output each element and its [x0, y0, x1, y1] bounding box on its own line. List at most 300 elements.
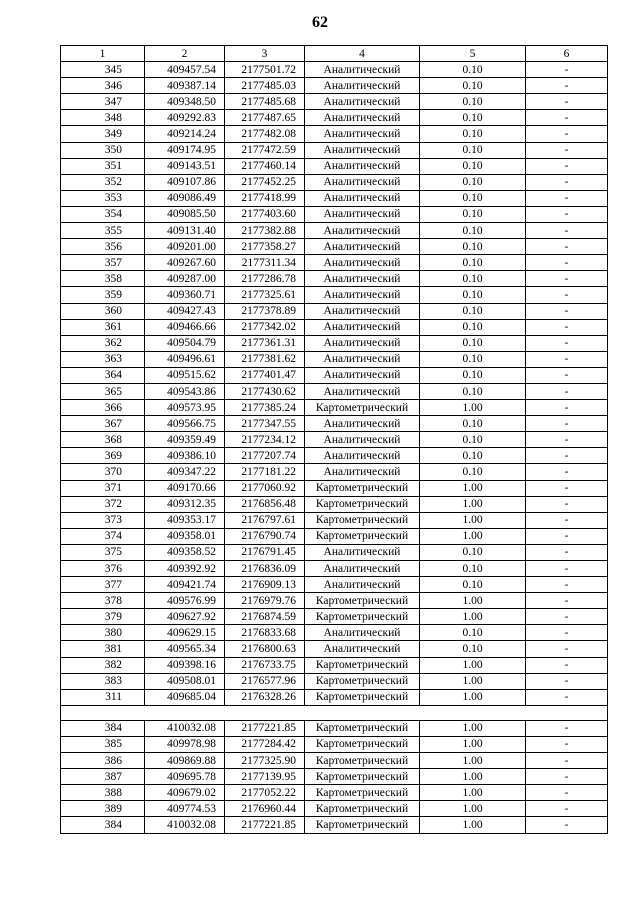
y-coordinate-cell: 2177325.90 [225, 753, 305, 769]
note-cell: - [526, 239, 608, 255]
table-row [61, 432, 608, 448]
note-cell: - [526, 383, 608, 399]
method-cell: Аналитический [305, 174, 420, 190]
x-coordinate-cell: 409358.01 [145, 528, 225, 544]
x-coordinate-cell: 409427.43 [145, 303, 225, 319]
method-cell: Аналитический [305, 335, 420, 351]
point-number-cell: 371 [61, 480, 145, 496]
table-row [61, 512, 608, 528]
note-cell: - [526, 689, 608, 705]
x-coordinate-cell: 409170.66 [145, 480, 225, 496]
accuracy-cell: 1.00 [420, 528, 526, 544]
point-number-cell: 381 [61, 641, 145, 657]
point-number-cell: 346 [61, 78, 145, 94]
accuracy-cell: 0.10 [420, 206, 526, 222]
accuracy-cell: 0.10 [420, 126, 526, 142]
y-coordinate-cell: 2176733.75 [225, 657, 305, 673]
method-cell: Аналитический [305, 126, 420, 142]
method-cell: Картометрический [305, 736, 420, 752]
point-number-cell: 384 [61, 720, 145, 736]
point-number-cell: 360 [61, 303, 145, 319]
point-number-cell: 366 [61, 400, 145, 416]
x-coordinate-cell: 409174.95 [145, 142, 225, 158]
note-cell: - [526, 753, 608, 769]
point-number-cell: 379 [61, 609, 145, 625]
x-coordinate-cell: 409347.22 [145, 464, 225, 480]
x-coordinate-cell: 409496.61 [145, 351, 225, 367]
note-cell: - [526, 769, 608, 785]
x-coordinate-cell: 409774.53 [145, 801, 225, 817]
x-coordinate-cell: 409131.40 [145, 223, 225, 239]
x-coordinate-cell: 409398.16 [145, 657, 225, 673]
note-cell: - [526, 287, 608, 303]
table-row [61, 239, 608, 255]
accuracy-cell: 0.10 [420, 190, 526, 206]
accuracy-cell: 1.00 [420, 753, 526, 769]
header-cell-6: 6 [526, 46, 608, 62]
x-coordinate-cell: 409685.04 [145, 689, 225, 705]
point-number-cell: 383 [61, 673, 145, 689]
x-coordinate-cell: 409392.92 [145, 561, 225, 577]
y-coordinate-cell: 2176790.74 [225, 528, 305, 544]
point-number-cell: 354 [61, 206, 145, 222]
method-cell: Аналитический [305, 271, 420, 287]
accuracy-cell: 1.00 [420, 673, 526, 689]
note-cell: - [526, 673, 608, 689]
point-number-cell: 355 [61, 223, 145, 239]
y-coordinate-cell: 2177358.27 [225, 239, 305, 255]
accuracy-cell: 0.10 [420, 416, 526, 432]
point-number-cell: 357 [61, 255, 145, 271]
method-cell: Аналитический [305, 287, 420, 303]
x-coordinate-cell: 409457.54 [145, 62, 225, 78]
table-row [61, 416, 608, 432]
note-cell: - [526, 448, 608, 464]
accuracy-cell: 0.10 [420, 94, 526, 110]
point-number-cell: 356 [61, 239, 145, 255]
x-coordinate-cell: 409287.00 [145, 271, 225, 287]
table-row [61, 142, 608, 158]
table-row [61, 223, 608, 239]
y-coordinate-cell: 2177311.34 [225, 255, 305, 271]
x-coordinate-cell: 409086.49 [145, 190, 225, 206]
method-cell: Картометрический [305, 689, 420, 705]
point-number-cell: 349 [61, 126, 145, 142]
y-coordinate-cell: 2177485.68 [225, 94, 305, 110]
accuracy-cell: 0.10 [420, 544, 526, 560]
accuracy-cell: 1.00 [420, 736, 526, 752]
x-coordinate-cell: 409359.49 [145, 432, 225, 448]
accuracy-cell: 0.10 [420, 383, 526, 399]
point-number-cell: 385 [61, 736, 145, 752]
table-row [61, 158, 608, 174]
point-number-cell: 368 [61, 432, 145, 448]
table-row [61, 367, 608, 383]
y-coordinate-cell: 2176836.09 [225, 561, 305, 577]
note-cell: - [526, 544, 608, 560]
y-coordinate-cell: 2177418.99 [225, 190, 305, 206]
note-cell: - [526, 736, 608, 752]
x-coordinate-cell: 409565.34 [145, 641, 225, 657]
x-coordinate-cell: 409695.78 [145, 769, 225, 785]
note-cell: - [526, 593, 608, 609]
method-cell: Картометрический [305, 753, 420, 769]
y-coordinate-cell: 2177181.22 [225, 464, 305, 480]
note-cell: - [526, 126, 608, 142]
method-cell: Картометрический [305, 512, 420, 528]
table-row [61, 448, 608, 464]
note-cell: - [526, 609, 608, 625]
point-number-cell: 389 [61, 801, 145, 817]
point-number-cell: 367 [61, 416, 145, 432]
point-number-cell: 362 [61, 335, 145, 351]
point-number-cell: 311 [61, 689, 145, 705]
table-row [61, 817, 608, 833]
x-coordinate-cell: 409679.02 [145, 785, 225, 801]
method-cell: Картометрический [305, 480, 420, 496]
accuracy-cell: 0.10 [420, 255, 526, 271]
method-cell: Картометрический [305, 769, 420, 785]
method-cell: Аналитический [305, 351, 420, 367]
table-row [61, 319, 608, 335]
accuracy-cell: 0.10 [420, 351, 526, 367]
x-coordinate-cell: 409576.99 [145, 593, 225, 609]
accuracy-cell: 0.10 [420, 448, 526, 464]
table-row [61, 351, 608, 367]
point-number-cell: 380 [61, 625, 145, 641]
table-row [61, 190, 608, 206]
accuracy-cell: 0.10 [420, 239, 526, 255]
table-row [61, 480, 608, 496]
point-number-cell: 364 [61, 367, 145, 383]
accuracy-cell: 1.00 [420, 480, 526, 496]
method-cell: Картометрический [305, 609, 420, 625]
table-row [61, 528, 608, 544]
method-cell: Картометрический [305, 817, 420, 833]
x-coordinate-cell: 409312.35 [145, 496, 225, 512]
point-number-cell: 382 [61, 657, 145, 673]
accuracy-cell: 0.10 [420, 223, 526, 239]
y-coordinate-cell: 2177342.02 [225, 319, 305, 335]
point-number-cell: 384 [61, 817, 145, 833]
method-cell: Аналитический [305, 448, 420, 464]
x-coordinate-cell: 409292.83 [145, 110, 225, 126]
y-coordinate-cell: 2177139.95 [225, 769, 305, 785]
accuracy-cell: 1.00 [420, 801, 526, 817]
note-cell: - [526, 480, 608, 496]
accuracy-cell: 1.00 [420, 512, 526, 528]
accuracy-cell: 0.10 [420, 432, 526, 448]
y-coordinate-cell: 2176800.63 [225, 641, 305, 657]
note-cell: - [526, 432, 608, 448]
note-cell: - [526, 303, 608, 319]
y-coordinate-cell: 2176577.96 [225, 673, 305, 689]
method-cell: Аналитический [305, 158, 420, 174]
table-row [61, 801, 608, 817]
table-row [61, 400, 608, 416]
point-number-cell: 388 [61, 785, 145, 801]
header-cell-1: 1 [61, 46, 145, 62]
note-cell: - [526, 785, 608, 801]
method-cell: Картометрический [305, 673, 420, 689]
method-cell: Картометрический [305, 785, 420, 801]
method-cell: Картометрический [305, 720, 420, 736]
y-coordinate-cell: 2177382.88 [225, 223, 305, 239]
note-cell: - [526, 174, 608, 190]
note-cell: - [526, 255, 608, 271]
table-row [61, 561, 608, 577]
note-cell: - [526, 416, 608, 432]
x-coordinate-cell: 409573.95 [145, 400, 225, 416]
note-cell: - [526, 94, 608, 110]
note-cell: - [526, 561, 608, 577]
x-coordinate-cell: 409421.74 [145, 577, 225, 593]
method-cell: Аналитический [305, 94, 420, 110]
x-coordinate-cell: 409348.50 [145, 94, 225, 110]
table-row [61, 496, 608, 512]
method-cell: Аналитический [305, 319, 420, 335]
method-cell: Аналитический [305, 190, 420, 206]
method-cell: Аналитический [305, 641, 420, 657]
note-cell: - [526, 335, 608, 351]
method-cell: Аналитический [305, 206, 420, 222]
note-cell: - [526, 78, 608, 94]
accuracy-cell: 0.10 [420, 561, 526, 577]
point-number-cell: 353 [61, 190, 145, 206]
y-coordinate-cell: 2176909.13 [225, 577, 305, 593]
method-cell: Аналитический [305, 62, 420, 78]
method-cell: Аналитический [305, 416, 420, 432]
note-cell: - [526, 400, 608, 416]
method-cell: Аналитический [305, 577, 420, 593]
accuracy-cell: 0.10 [420, 641, 526, 657]
point-number-cell: 372 [61, 496, 145, 512]
point-number-cell: 374 [61, 528, 145, 544]
point-number-cell: 373 [61, 512, 145, 528]
table-row [61, 785, 608, 801]
point-number-cell: 363 [61, 351, 145, 367]
note-cell: - [526, 271, 608, 287]
table-row [61, 62, 608, 78]
note-cell: - [526, 62, 608, 78]
x-coordinate-cell: 409627.92 [145, 609, 225, 625]
y-coordinate-cell: 2177403.60 [225, 206, 305, 222]
y-coordinate-cell: 2176791.45 [225, 544, 305, 560]
x-coordinate-cell: 409566.75 [145, 416, 225, 432]
point-number-cell: 370 [61, 464, 145, 480]
table-row [61, 641, 608, 657]
y-coordinate-cell: 2176797.61 [225, 512, 305, 528]
header-cell-4: 4 [305, 46, 420, 62]
accuracy-cell: 1.00 [420, 769, 526, 785]
method-cell: Аналитический [305, 367, 420, 383]
point-number-cell: 345 [61, 62, 145, 78]
x-coordinate-cell: 409543.86 [145, 383, 225, 399]
accuracy-cell: 1.00 [420, 496, 526, 512]
y-coordinate-cell: 2176833.68 [225, 625, 305, 641]
method-cell: Картометрический [305, 400, 420, 416]
method-cell: Аналитический [305, 223, 420, 239]
method-cell: Аналитический [305, 464, 420, 480]
y-coordinate-cell: 2177487.65 [225, 110, 305, 126]
header-row [61, 46, 608, 62]
header-cell-3: 3 [225, 46, 305, 62]
x-coordinate-cell: 409358.52 [145, 544, 225, 560]
accuracy-cell: 0.10 [420, 78, 526, 94]
method-cell: Аналитический [305, 383, 420, 399]
table-row [61, 609, 608, 625]
y-coordinate-cell: 2177385.24 [225, 400, 305, 416]
x-coordinate-cell: 409978.98 [145, 736, 225, 752]
y-coordinate-cell: 2177234.12 [225, 432, 305, 448]
x-coordinate-cell: 409504.79 [145, 335, 225, 351]
method-cell: Аналитический [305, 142, 420, 158]
point-number-cell: 377 [61, 577, 145, 593]
note-cell: - [526, 367, 608, 383]
method-cell: Аналитический [305, 239, 420, 255]
table-row [61, 110, 608, 126]
accuracy-cell: 0.10 [420, 625, 526, 641]
note-cell: - [526, 496, 608, 512]
x-coordinate-cell: 409466.66 [145, 319, 225, 335]
method-cell: Картометрический [305, 593, 420, 609]
method-cell: Картометрический [305, 528, 420, 544]
point-number-cell: 376 [61, 561, 145, 577]
accuracy-cell: 1.00 [420, 657, 526, 673]
table-row [61, 657, 608, 673]
method-cell: Аналитический [305, 561, 420, 577]
note-cell: - [526, 577, 608, 593]
x-coordinate-cell: 409386.10 [145, 448, 225, 464]
y-coordinate-cell: 2176979.76 [225, 593, 305, 609]
y-coordinate-cell: 2177401.47 [225, 367, 305, 383]
y-coordinate-cell: 2177221.85 [225, 817, 305, 833]
note-cell: - [526, 206, 608, 222]
y-coordinate-cell: 2177221.85 [225, 720, 305, 736]
accuracy-cell: 1.00 [420, 720, 526, 736]
accuracy-cell: 0.10 [420, 110, 526, 126]
point-number-cell: 359 [61, 287, 145, 303]
accuracy-cell: 1.00 [420, 609, 526, 625]
accuracy-cell: 1.00 [420, 785, 526, 801]
x-coordinate-cell: 409107.86 [145, 174, 225, 190]
note-cell: - [526, 657, 608, 673]
table-body [61, 62, 608, 833]
note-cell: - [526, 528, 608, 544]
table-row [61, 673, 608, 689]
table-row [61, 720, 608, 736]
y-coordinate-cell: 2177485.03 [225, 78, 305, 94]
accuracy-cell: 1.00 [420, 593, 526, 609]
table-row [61, 383, 608, 399]
x-coordinate-cell: 409869.88 [145, 753, 225, 769]
table-row [61, 126, 608, 142]
method-cell: Картометрический [305, 496, 420, 512]
y-coordinate-cell: 2177325.61 [225, 287, 305, 303]
accuracy-cell: 0.10 [420, 158, 526, 174]
y-coordinate-cell: 2177347.55 [225, 416, 305, 432]
note-cell: - [526, 817, 608, 833]
method-cell: Картометрический [305, 801, 420, 817]
y-coordinate-cell: 2177472.59 [225, 142, 305, 158]
y-coordinate-cell: 2177482.08 [225, 126, 305, 142]
method-cell: Картометрический [305, 657, 420, 673]
note-cell: - [526, 319, 608, 335]
y-coordinate-cell: 2177207.74 [225, 448, 305, 464]
note-cell: - [526, 158, 608, 174]
table-row [61, 544, 608, 560]
accuracy-cell: 0.10 [420, 319, 526, 335]
x-coordinate-cell: 409515.62 [145, 367, 225, 383]
y-coordinate-cell: 2177361.31 [225, 335, 305, 351]
note-cell: - [526, 625, 608, 641]
note-cell: - [526, 190, 608, 206]
table-row [61, 593, 608, 609]
point-number-cell: 378 [61, 593, 145, 609]
x-coordinate-cell: 409353.17 [145, 512, 225, 528]
note-cell: - [526, 641, 608, 657]
x-coordinate-cell: 409360.71 [145, 287, 225, 303]
y-coordinate-cell: 2177052.22 [225, 785, 305, 801]
accuracy-cell: 0.10 [420, 335, 526, 351]
x-coordinate-cell: 409201.00 [145, 239, 225, 255]
table-row [61, 769, 608, 785]
method-cell: Аналитический [305, 255, 420, 271]
method-cell: Аналитический [305, 625, 420, 641]
point-number-cell: 386 [61, 753, 145, 769]
point-number-cell: 352 [61, 174, 145, 190]
table-row [61, 174, 608, 190]
y-coordinate-cell: 2177460.14 [225, 158, 305, 174]
accuracy-cell: 0.10 [420, 287, 526, 303]
table-row [61, 335, 608, 351]
table-row [61, 94, 608, 110]
accuracy-cell: 0.10 [420, 142, 526, 158]
y-coordinate-cell: 2177284.42 [225, 736, 305, 752]
y-coordinate-cell: 2177378.89 [225, 303, 305, 319]
accuracy-cell: 0.10 [420, 271, 526, 287]
table-row [61, 736, 608, 752]
x-coordinate-cell: 409214.24 [145, 126, 225, 142]
note-cell: - [526, 464, 608, 480]
y-coordinate-cell: 2177060.92 [225, 480, 305, 496]
table-row [61, 577, 608, 593]
group-separator-row [61, 705, 608, 720]
point-number-cell: 387 [61, 769, 145, 785]
point-number-cell: 347 [61, 94, 145, 110]
table-row [61, 271, 608, 287]
point-number-cell: 369 [61, 448, 145, 464]
table-row [61, 689, 608, 705]
point-number-cell: 351 [61, 158, 145, 174]
x-coordinate-cell: 410032.08 [145, 817, 225, 833]
x-coordinate-cell: 409143.51 [145, 158, 225, 174]
header-cell-5: 5 [420, 46, 526, 62]
x-coordinate-cell: 409629.15 [145, 625, 225, 641]
point-number-cell: 375 [61, 544, 145, 560]
accuracy-cell: 1.00 [420, 400, 526, 416]
table-row [61, 464, 608, 480]
y-coordinate-cell: 2177430.62 [225, 383, 305, 399]
header-cell-2: 2 [145, 46, 225, 62]
y-coordinate-cell: 2176856.48 [225, 496, 305, 512]
point-number-cell: 365 [61, 383, 145, 399]
point-number-cell: 348 [61, 110, 145, 126]
note-cell: - [526, 142, 608, 158]
x-coordinate-cell: 409387.14 [145, 78, 225, 94]
accuracy-cell: 0.10 [420, 464, 526, 480]
point-number-cell: 361 [61, 319, 145, 335]
